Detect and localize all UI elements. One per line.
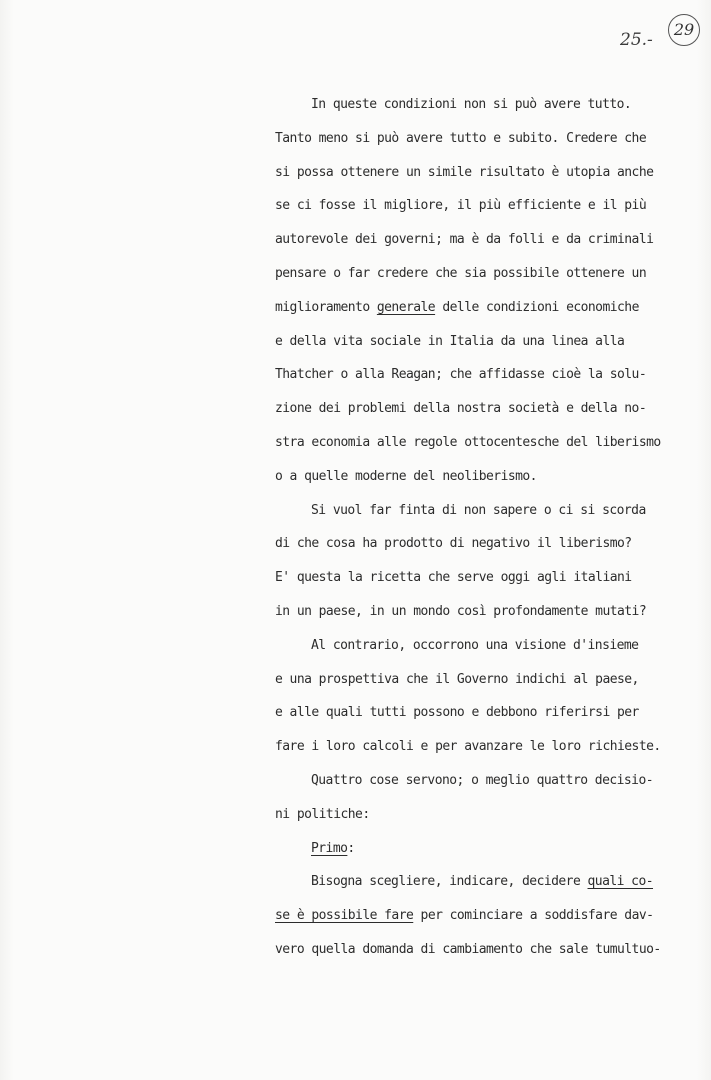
text-line: In queste condizioni non si può avere tutto.: [311, 97, 632, 112]
text-line: e alle quali tutti possono e debbono riferirsi per: [275, 705, 639, 721]
text-segment: Bisogna scegliere, indicare, decidere: [311, 874, 588, 890]
text-line: o a quelle moderne del neoliberismo.: [275, 468, 537, 484]
text-line: Si vuol far finta di non sapere o ci si scorda: [311, 502, 646, 518]
text-line: [275, 899, 675, 933]
text-line: pensare o far credere che sia possibile ottenere un: [275, 265, 647, 281]
text-line: Al contrario, occorrono una visione d'insieme: [311, 637, 639, 653]
section-heading: Primo: [311, 840, 348, 856]
underlined-text: se è possibile fare: [275, 908, 414, 924]
text-line: autorevole dei governi; ma è da folli e da criminali: [275, 232, 654, 248]
text-segment: :: [347, 840, 355, 856]
text-line: in un paese, in un mondo così profondamente mutati?: [275, 603, 647, 619]
text-line: vero quella domanda di cambiamento che sale tumultuo-: [275, 941, 661, 957]
text-line: [275, 832, 675, 866]
text-line: [275, 865, 675, 899]
text-segment: miglioramento: [275, 299, 377, 315]
page-number: [616, 14, 706, 58]
underlined-text: generale: [376, 299, 436, 315]
text-line: Tanto meno si può avere tutto e subito. Credere che: [275, 130, 647, 146]
text-segment: delle condizioni economiche: [435, 299, 639, 315]
text-line: e una prospettiva che il Governo indichi al paese,: [275, 671, 639, 687]
text-line: E' questa la ricetta che serve oggi agli italiani: [275, 570, 632, 586]
text-line: Thatcher o alla Reagan; che affidasse cioè la solu-: [275, 367, 647, 383]
text-line: fare i loro calcoli e per avanzare le loro richieste.: [275, 739, 661, 755]
text-line: se ci fosse il migliore, il più efficiente e il più: [275, 198, 647, 214]
text-line: Quattro cose servono; o meglio quattro decisio-: [311, 772, 654, 788]
circled-page-number: 29: [668, 14, 700, 46]
text-line: si possa ottenere un simile risultato è utopia anche: [275, 164, 654, 180]
text-line: stra economia alle regole ottocentesche del liberismo: [275, 434, 661, 450]
text-line: ni politiche:: [275, 806, 370, 822]
typed-page-number: 25.-: [620, 30, 653, 50]
text-line: zione dei problemi della nostra società e della no-: [275, 401, 647, 417]
text-line: di che cosa ha prodotto di negativo il liberismo?: [275, 536, 632, 552]
text-line: e della vita sociale in Italia da una linea alla: [275, 333, 625, 349]
typewritten-text: [275, 88, 675, 967]
text-line: [275, 291, 675, 325]
text-segment: per cominciare a soddisfare dav-: [413, 908, 654, 924]
underlined-text: quali co-: [587, 874, 654, 890]
